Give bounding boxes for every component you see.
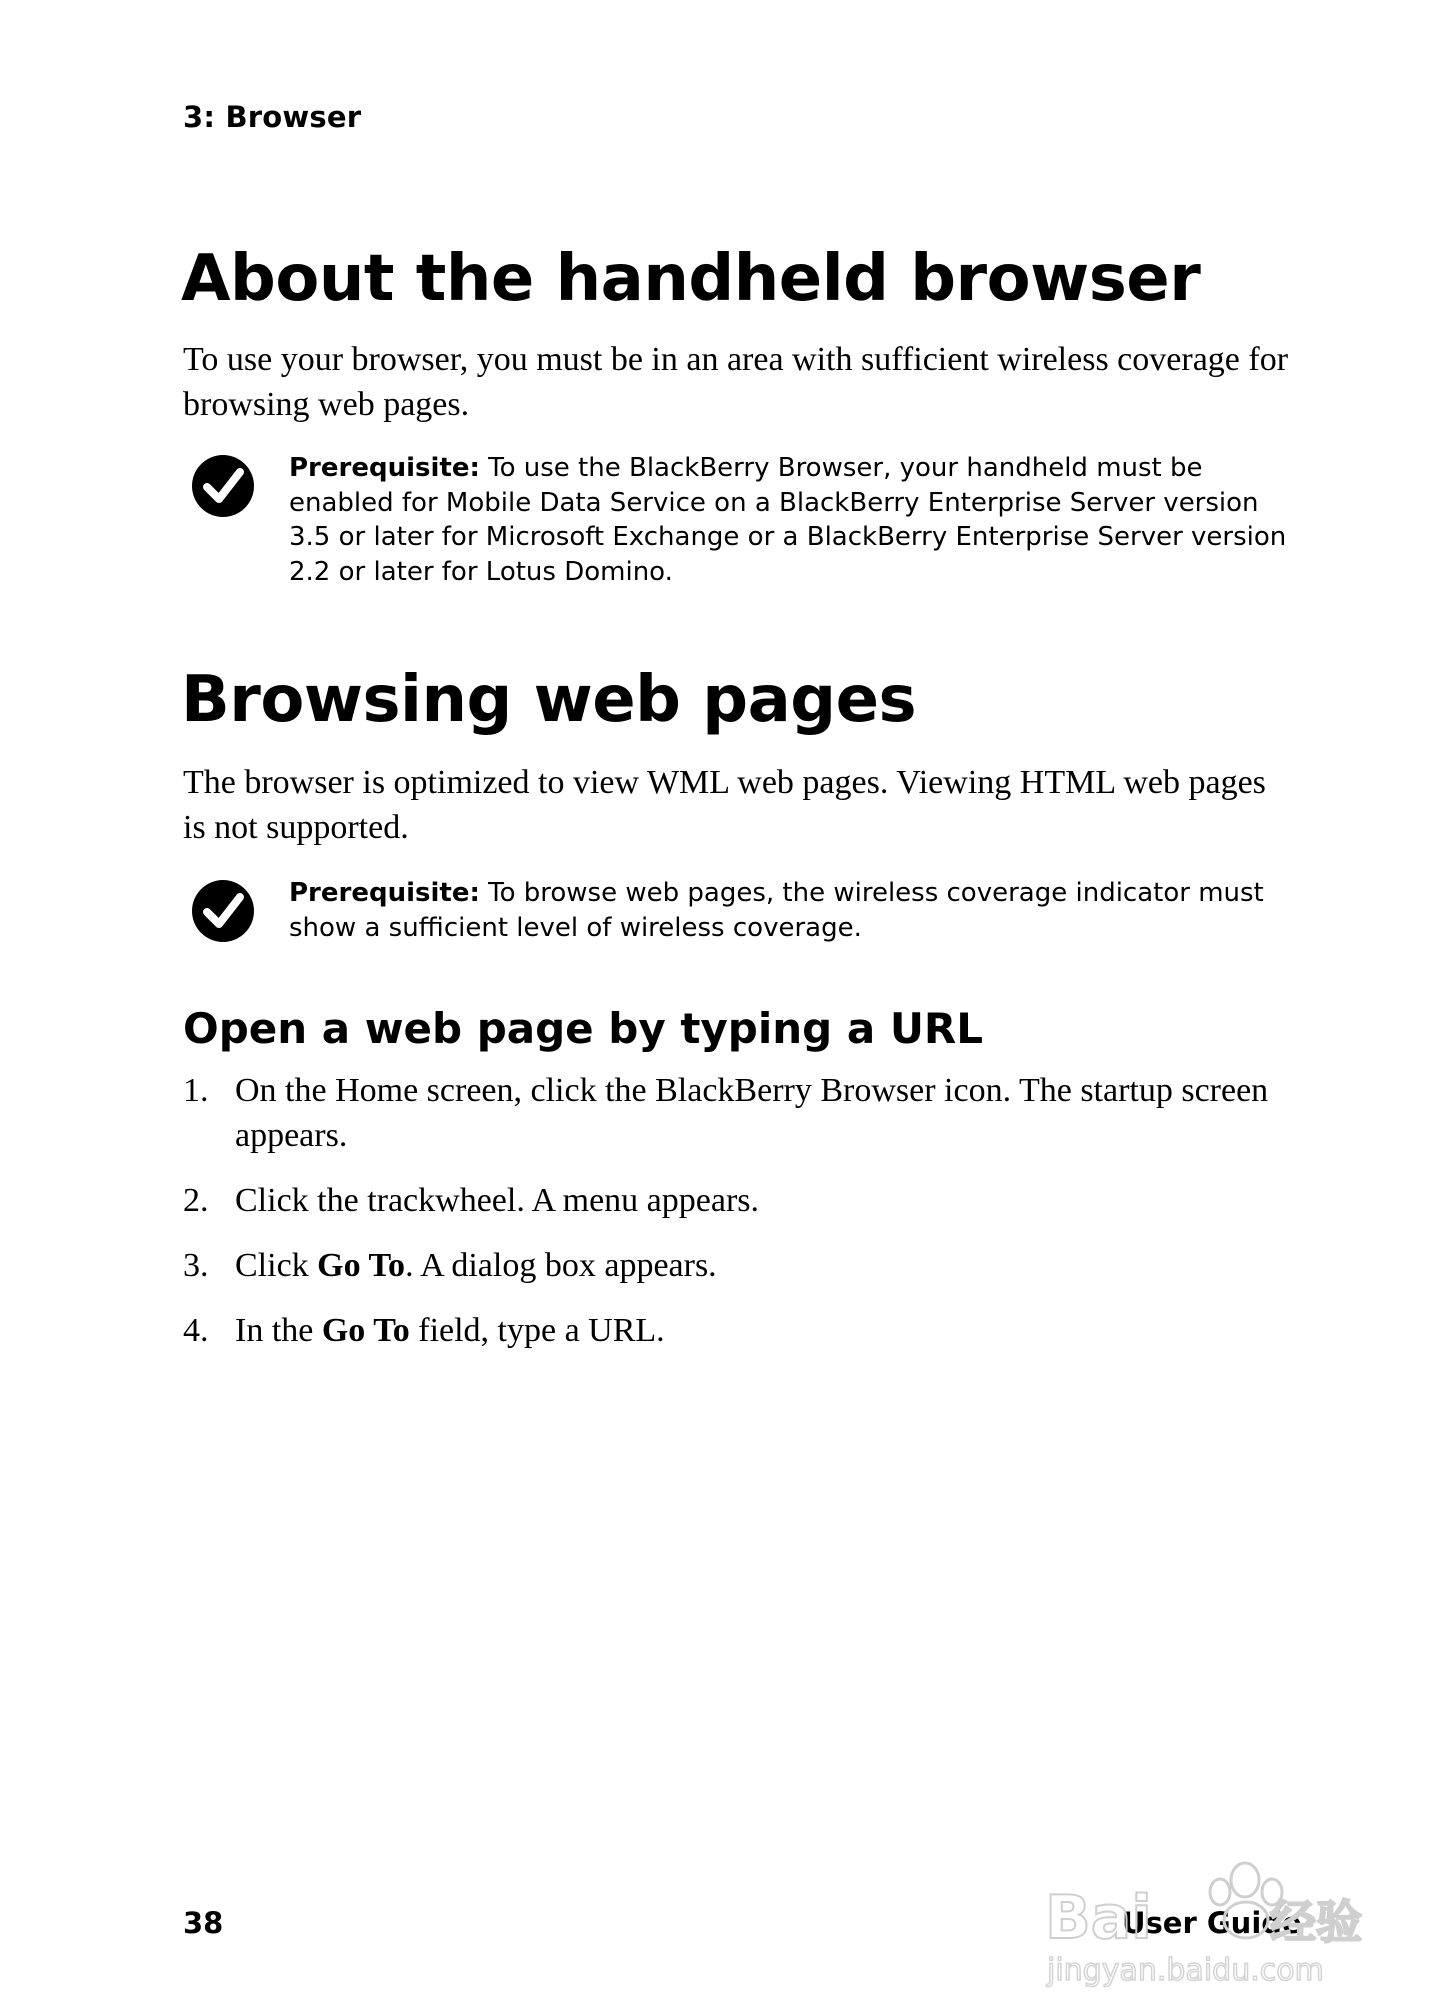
procedure-steps <box>183 1068 1293 1373</box>
step-text-pre: Click <box>235 1247 318 1284</box>
step-item <box>183 1178 1293 1223</box>
section-body-about-browser: To use your browser, you must be in an area with sufficient wireless coverage for browsing web pages. <box>183 341 1289 423</box>
checkmark-circle-icon <box>190 453 256 519</box>
section-title-browsing: Browsing web pages <box>181 663 917 737</box>
watermark-cn: 经验 <box>1270 1895 1362 1949</box>
checkmark-circle-icon <box>190 878 256 944</box>
step-item <box>183 1068 1293 1158</box>
watermark-url: jingyan.baidu.com <box>1047 1953 1324 1988</box>
step-item <box>183 1308 1293 1353</box>
prerequisite-body: To browse web pages, the wireless coverage indicator must show a sufficient level of wireless coverage. <box>289 878 1264 943</box>
prerequisite-body: To use the BlackBerry Browser, your handheld must be enabled for Mobile Data Service on a BlackBerry Enterprise Server version 3.5 or later for Microsoft Exchange or a BlackBerry Enterprise Server version 2.2 or later for Lotus Domino. <box>289 453 1287 587</box>
step-number: 4. <box>183 1312 209 1349</box>
prerequisite-label: Prerequisite: <box>289 453 480 483</box>
procedure-title: Open a web page by typing a URL <box>183 1004 984 1053</box>
watermark-brand: Bai <box>1045 1883 1152 1953</box>
step-number: 3. <box>183 1247 209 1284</box>
step-number: 2. <box>183 1182 209 1219</box>
step-text: Click the trackwheel. A menu appears. <box>235 1182 759 1219</box>
step-number: 1. <box>183 1072 209 1109</box>
step-text-pre: In the <box>235 1312 322 1349</box>
running-head: 3: Browser <box>183 100 362 134</box>
step-text-bold: Go To <box>317 1247 406 1284</box>
step-item <box>183 1243 1293 1288</box>
baidu-jingyan-watermark <box>1035 1820 1375 1990</box>
prerequisite-text-1 <box>289 451 1299 589</box>
step-text-bold: Go To <box>321 1312 410 1349</box>
page-number: 38 <box>183 1906 224 1940</box>
step-text-post: field, type a URL. <box>409 1312 665 1349</box>
step-text-post: . A dialog box appears. <box>405 1247 717 1284</box>
prerequisite-text-2 <box>289 876 1299 945</box>
step-text: On the Home screen, click the BlackBerry Browser icon. The startup screen appears. <box>235 1072 1269 1154</box>
section-body-browsing: The browser is optimized to view WML web pages. Viewing HTML web pages is not supported. <box>183 764 1266 846</box>
footer-guide-title: User Guide <box>1122 1906 1302 1940</box>
section-title-about-browser: About the handheld browser <box>181 242 1201 316</box>
prerequisite-label: Prerequisite: <box>289 878 480 908</box>
